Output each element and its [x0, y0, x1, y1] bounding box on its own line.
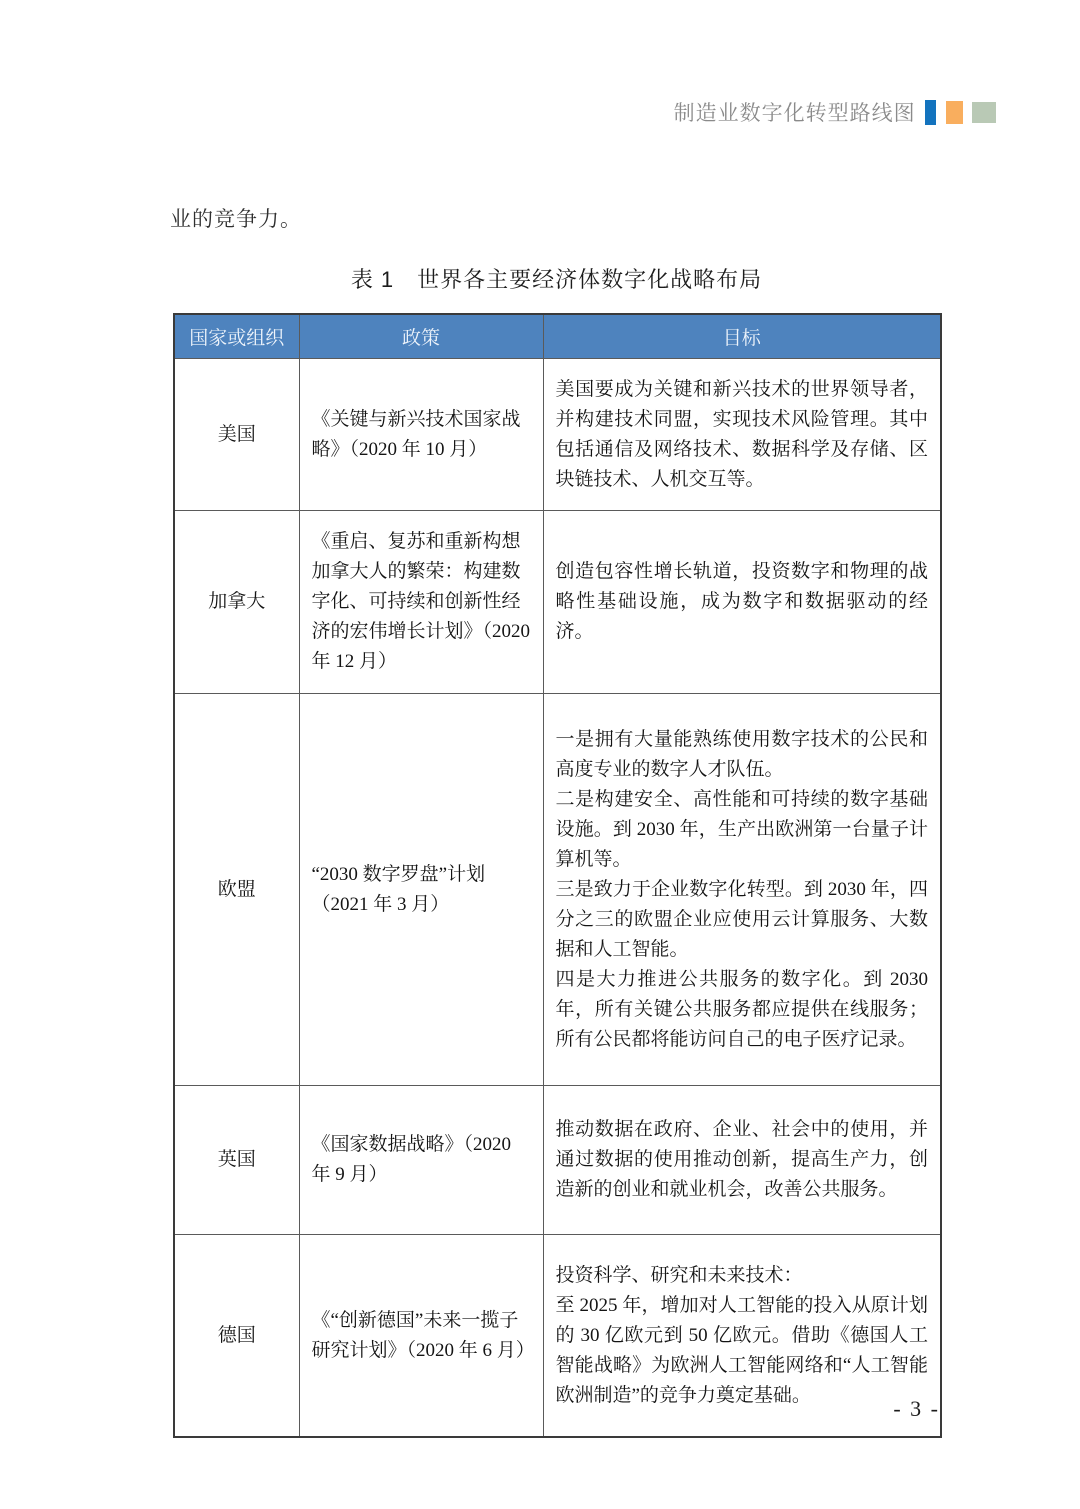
table-row: [174, 359, 941, 511]
column-header-goal: 目标: [543, 314, 941, 359]
goal-paragraph: 一是拥有大量能熟练使用数字技术的公民和高度专业的数字人才队伍。: [555, 728, 928, 780]
country-cell: 英国: [174, 1086, 299, 1235]
intro-paragraph: 业的竞争力。: [170, 208, 302, 231]
header-square-orange-icon: [946, 101, 963, 124]
policy-cell: 《关键与新兴技术国家战略》（2020 年 10 月）: [299, 359, 543, 511]
table-body: [174, 359, 941, 1438]
table-caption: 表 1 世界各主要经济体数字化战略布局: [350, 267, 763, 292]
table-header-row: [174, 314, 941, 359]
country-cell: 美国: [174, 359, 299, 511]
country-cell: 德国: [174, 1235, 299, 1438]
table-row: [174, 694, 941, 1086]
table-row: [174, 1086, 941, 1235]
goal-paragraph: 三是致力于企业数字化转型。到 2030 年，四分之三的欧盟企业应使用云计算服务、大数据和人工智能。: [555, 878, 928, 960]
goal-cell: [543, 359, 941, 511]
policy-cell: 《国家数据战略》（2020 年 9 月）: [299, 1086, 543, 1235]
country-cell: 加拿大: [174, 511, 299, 694]
goal-paragraph: 推动数据在政府、企业、社会中的使用，并通过数据的使用推动创新，提高生产力，创造新的创业和就业机会，改善公共服务。: [555, 1119, 928, 1200]
goal-paragraph: 二是构建安全、高性能和可持续的数字基础设施。到 2030 年，生产出欧洲第一台量子计算机等。: [555, 788, 928, 870]
policy-table: [173, 313, 942, 1438]
policy-cell: 《“创新德国”未来一揽子研究计划》（2020 年 6 月）: [299, 1235, 543, 1438]
country-cell: 欧盟: [174, 694, 299, 1086]
header-square-green-icon: [972, 102, 996, 123]
policy-cell: “2030 数字罗盘”计划（2021 年 3 月）: [299, 694, 543, 1086]
running-header: [0, 97, 996, 127]
goal-paragraph: 至 2025 年，增加对人工智能的投入从原计划的 30 亿欧元到 50 亿欧元。借助《德国人工智能战略》为欧洲人工智能网络和“人工智能欧洲制造”的竞争力奠定基础。: [555, 1294, 928, 1406]
goal-paragraph: 四是大力推进公共服务的数字化。到 2030 年，所有关键公共服务都应提供在线服务；所有公民都将能访问自己的电子医疗记录。: [555, 968, 928, 1050]
page-number: - 3 -: [893, 1396, 940, 1421]
running-header-title: 制造业数字化转型路线图: [673, 102, 916, 125]
goal-paragraph: 美国要成为关键和新兴技术的世界领导者，并构建技术同盟，实现技术风险管理。其中包括通信及网络技术、数据科学及存储、区块链技术、人机交互等。: [555, 378, 928, 490]
goal-paragraph: 创造包容性增长轨道，投资数字和物理的战略性基础设施，成为数字和数据驱动的经济。: [555, 561, 928, 642]
policy-cell: 《重启、复苏和重新构想加拿大人的繁荣：构建数字化、可持续和创新性经济的宏伟增长计划》（2020 年 12 月）: [299, 511, 543, 694]
table-row: [174, 511, 941, 694]
goal-paragraph: 投资科学、研究和未来技术：: [555, 1264, 803, 1286]
column-header-policy: 政策: [299, 314, 543, 359]
column-header-country: 国家或组织: [174, 314, 299, 359]
goal-cell: [543, 511, 941, 694]
goal-cell: [543, 694, 941, 1086]
goal-cell: [543, 1086, 941, 1235]
header-square-blue-icon: [925, 100, 936, 125]
